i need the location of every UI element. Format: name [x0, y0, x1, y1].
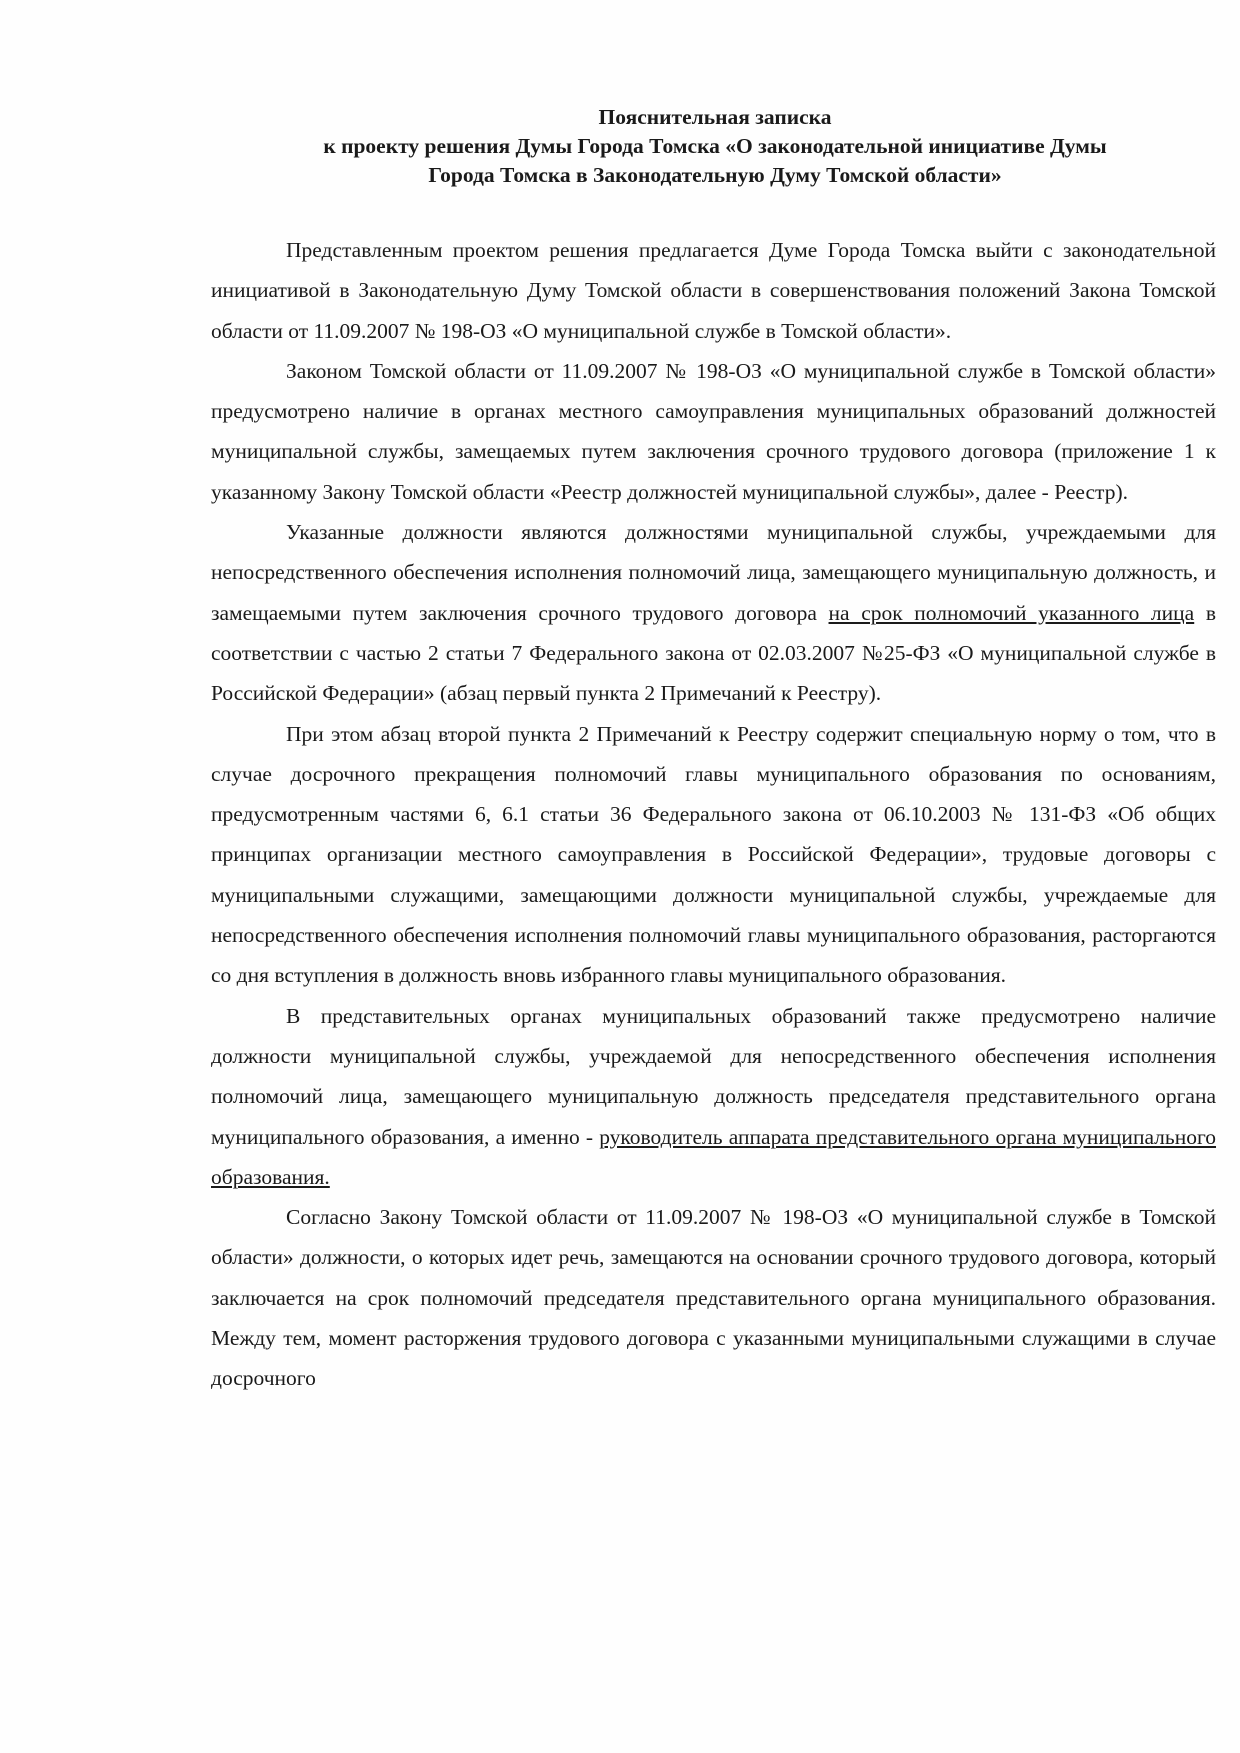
- paragraph-5: [211, 996, 1216, 1197]
- paragraph-2: Законом Томской области от 11.09.2007 № 198-ОЗ «О муниципальной службе в Томской области» предусмотрено наличие в органах местного самоуправления муниципальных образований должностей муниципальной службы, замещаемых путем заключения срочного трудового договора (приложение 1 к указанному Закону Томской области «Реестр должностей муниципальной службы», далее - Реестр).: [211, 358, 1216, 504]
- paragraph-5-text-start: В представительных органах муниципальных образований также предусмотрено наличие должности муниципальной службы, учреждаемой для непосредственного обеспечения исполнения полномочий лица, замещающего муниципальную должность председателя представительного органа муниципального образования, а именно -: [211, 1003, 1216, 1149]
- paragraph-4: При этом абзац второй пункта 2 Примечаний к Реестру содержит специальную норму о том, что в случае досрочного прекращения полномочий главы муниципального образования по основаниям, предусмотренным частями 6, 6.1 статьи 36 Федерального закона от 06.10.2003 № 131-ФЗ «Об общих принципах организации местного самоуправления в Российской Федерации», трудовые договоры с муниципальными служащими, замещающими должности муниципальной службы, учреждаемые для непосредственного обеспечения исполнения полномочий главы муниципального образования, расторгаются со дня вступления в должность вновь избранного главы муниципального образования.: [211, 721, 1216, 988]
- document-title: Пояснительная записка: [598, 105, 832, 129]
- document-header: [200, 103, 1230, 190]
- paragraph-3-underlined-text: на срок полномочий указанного лица: [828, 600, 1195, 625]
- document-body: [211, 230, 1216, 1399]
- paragraph-3-text-start: Указанные должности являются должностями муниципальной службы, учреждаемыми для непосредственного обеспечения исполнения полномочий лица, замещающего муниципальную должность, и замещаемыми путем заключения срочного трудового договора: [211, 520, 1216, 625]
- paragraph-1: Представленным проектом решения предлагается Думе Города Томска выйти с законодательной инициативой в Законодательную Думу Томской области в совершенствования положений Закона Томской области от 11.09.2007 № 198-ОЗ «О муниципальной службе в Томской области».: [211, 238, 1216, 343]
- document-subtitle-line-1: к проекту решения Думы Города Томска «О законодательной инициативе Думы: [323, 134, 1107, 158]
- paragraph-3: [211, 512, 1216, 713]
- paragraph-3-text-end: в соответствии с частью 2 статьи 7 Федерального закона от 02.03.2007 №25-ФЗ «О муниципальной службе в Российской Федерации» (абзац первый пункта 2 Примечаний к Реестру).: [211, 600, 1216, 706]
- paragraph-5-underlined-text: руководитель аппарата представительного органа муниципального образования.: [211, 1124, 1217, 1189]
- paragraph-6: Согласно Закону Томской области от 11.09.2007 № 198-ОЗ «О муниципальной службе в Томской области» должности, о которых идет речь, замещаются на основании срочного трудового договора, который заключается на срок полномочий председателя представительного органа муниципального образования. Между тем, момент расторжения трудового договора с указанными муниципальными служащими в случае досрочного: [211, 1205, 1216, 1391]
- document-subtitle-line-2: Города Томска в Законодательную Думу Томской области»: [428, 163, 1002, 187]
